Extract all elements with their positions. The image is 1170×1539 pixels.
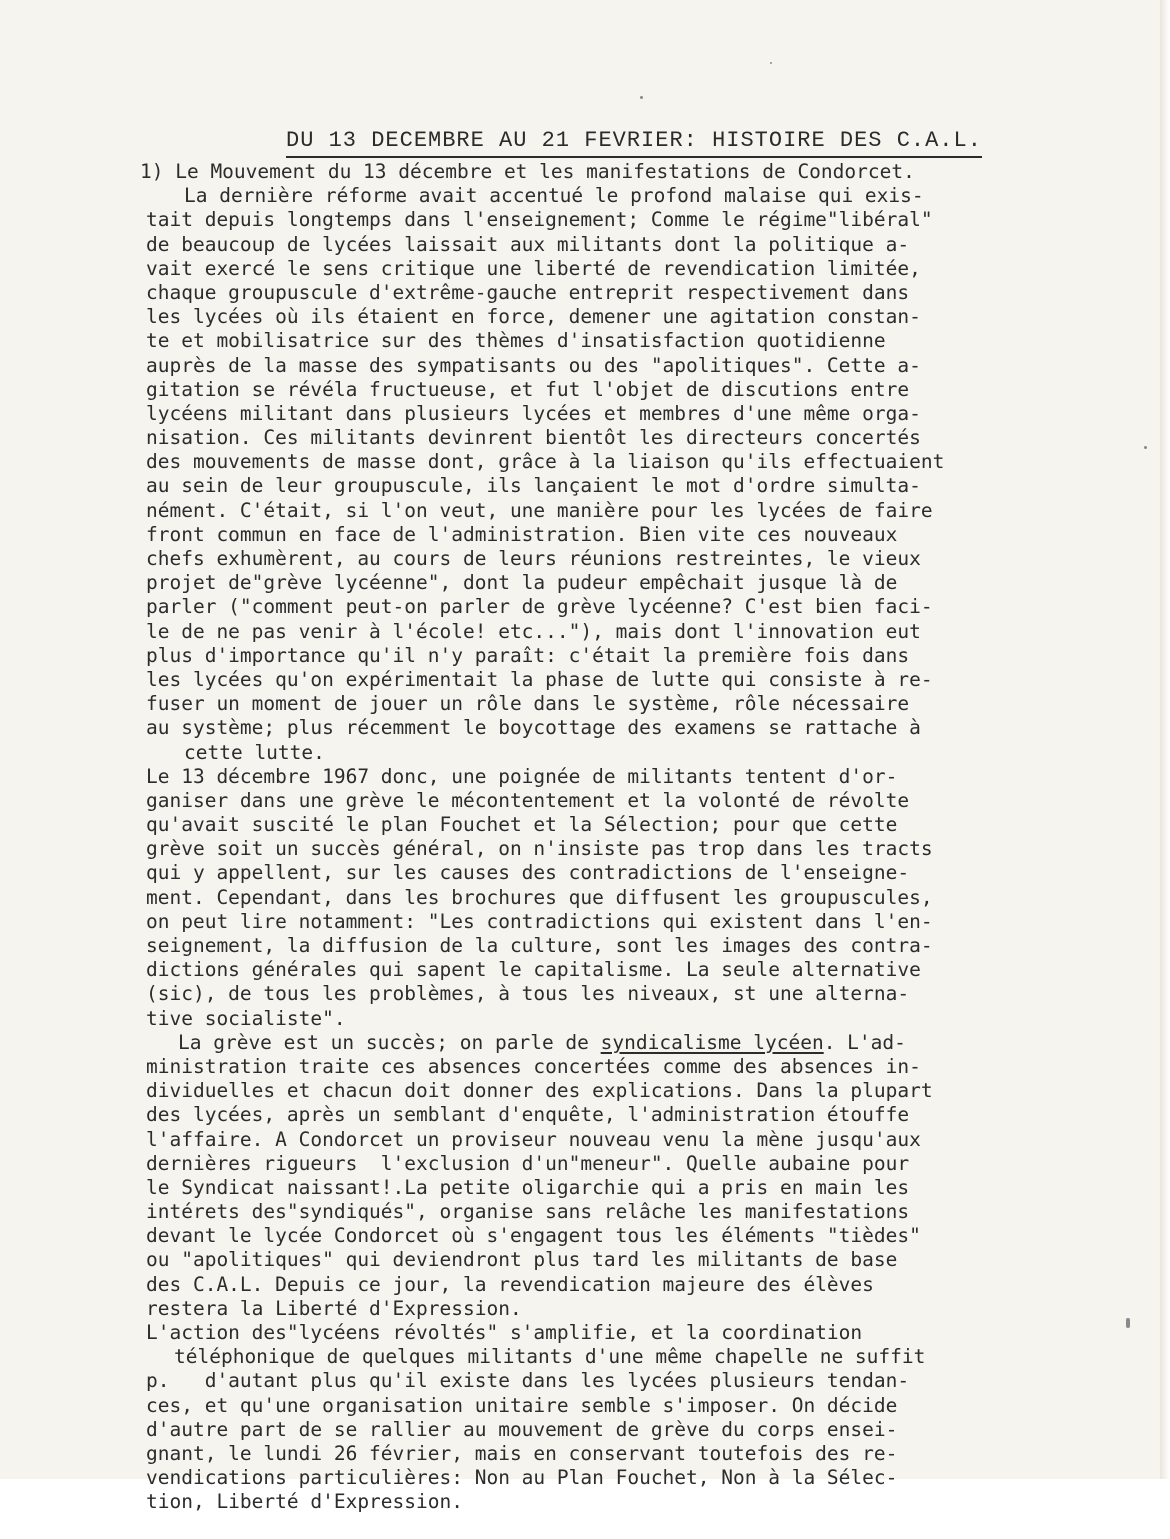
text-line: ces, et qu'une organisation unitaire semble s'imposer. On décide	[146, 1393, 898, 1417]
text-line: au sein de leur groupuscule, ils lançaient le mot d'ordre simulta-	[146, 474, 921, 498]
text-line: lycéens militant dans plusieurs lycées et membres d'une même orga-	[146, 401, 921, 425]
text-line: dictions générales qui sapent le capitalisme. La seule alternative	[146, 958, 921, 982]
text-line: ment. Cependant, dans les brochures que diffusent les groupuscules,	[146, 885, 933, 909]
text-line: ou "apolitiques" qui deviendront plus tard les militants de base	[146, 1248, 898, 1272]
text-line: ganiser dans une grève le mécontentement et la volonté de révolte	[146, 788, 910, 812]
text-line: fuser un moment de jouer un rôle dans le système, rôle nécessaire	[146, 692, 910, 716]
text-line: te et mobilisatrice sur des thèmes d'insatisfaction quotidienne	[146, 329, 886, 353]
text-line	[146, 1515, 1150, 1539]
text-line: vait exercé le sens critique une liberté de revendication limitée,	[146, 256, 921, 280]
text-line: qui y appellent, sur les causes des contradictions de l'enseigne-	[146, 861, 910, 885]
text-line: tait depuis longtemps dans l'enseignement; Comme le régime"libéral"	[146, 208, 933, 232]
text-line: dividuelles et chacun doit donner des explications. Dans la plupart	[146, 1079, 933, 1103]
text-line: au système; plus récemment le boycottage des examens se rattache à	[146, 716, 921, 740]
text-line: chefs exhumèrent, au cours de leurs réunions restreintes, le vieux	[146, 547, 921, 570]
text-line: La dernière réforme avait accentué le profond malaise qui exis-	[184, 184, 924, 208]
text-line: le de ne pas venir à l'école! etc..."), mais dont l'innovation eut	[146, 619, 921, 643]
text-line: grève soit un succès général, on n'insiste pas trop dans les tracts	[146, 837, 933, 861]
text-line: téléphonique de quelques militants d'une même chapelle ne suffit	[174, 1345, 926, 1369]
text-line: tive socialiste".	[146, 1006, 346, 1030]
text-line: de beaucoup de lycées laissait aux militants dont la politique a-	[146, 232, 910, 256]
text-line: vendications particulières: Non au Plan Fouchet, Non à la Sélec-	[146, 1466, 898, 1490]
text-line: gitation se révéla fructueuse, et fut l'objet de discutions entre	[146, 377, 910, 401]
text-line: les lycées où ils étaient en force, demener une agitation constan-	[146, 305, 921, 329]
text-line: le Syndicat naissant!.La petite oligarchie qui a pris en main les	[146, 1175, 910, 1199]
text-line: des C.A.L. Depuis ce jour, la revendication majeure des élèves	[146, 1272, 874, 1296]
text-line: p. d'autant plus qu'il existe dans les lycées plusieurs tendan-	[146, 1369, 910, 1393]
paper-speck	[1126, 1318, 1130, 1328]
text-line: L'action des"lycéens révoltés" s'amplifie, et la coordination	[146, 1321, 863, 1344]
text-line: nisation. Ces militants devinrent bientôt les directeurs concertés	[146, 426, 921, 450]
text-line: (sic), de tous les problèmes, à tous les niveaux, st une alterna-	[146, 982, 910, 1006]
text-line: nément. C'était, si l'on veut, une manière pour les lycées de faire	[146, 498, 933, 522]
text-line: l'affaire. A Condorcet un proviseur nouveau venu la mène jusqu'aux	[146, 1127, 921, 1151]
text-line: parler ("comment peut-on parler de grève lycéenne? C'est bien faci-	[146, 595, 933, 619]
text-line: projet de"grève lycéenne", dont la pudeur empêchait jusque là de	[146, 571, 898, 595]
text-segment: La grève est un succès; on parle de	[178, 1030, 601, 1054]
text-line: restera la Liberté d'Expression.	[146, 1296, 522, 1320]
document-title: DU 13 DECEMBRE AU 21 FEVRIER: HISTOIRE DES C.A.L.	[286, 128, 982, 158]
text-line: des lycées, après un semblant d'enquête, l'administration étouffe	[146, 1103, 910, 1127]
text-line: front commun en face de l'administration. Bien vite ces nouveaux	[146, 522, 898, 546]
text-line: dernières rigueurs l'exclusion d'un"meneur". Quelle aubaine pour	[146, 1151, 910, 1175]
paper-speck	[640, 96, 643, 99]
text-line: devant le lycée Condorcet où s'engagent tous les éléments "tièdes"	[146, 1224, 921, 1248]
text-line: gnant, le lundi 26 février, mais en conservant toutefois des re-	[146, 1441, 898, 1465]
text-line-with-underline	[178, 1031, 1150, 1055]
underlined-phrase: syndicalisme lycéen	[600, 1030, 824, 1054]
text-line: d'autre part de se rallier au mouvement de grève du corps ensei-	[146, 1417, 898, 1441]
paper-speck	[1144, 446, 1147, 449]
text-line: seignement, la diffusion de la culture, sont les images des contra-	[146, 934, 933, 957]
text-line: des mouvements de masse dont, grâce à la liaison qu'ils effectuaient	[146, 450, 945, 474]
text-line: plus d'importance qu'il n'y paraît: c'était la première fois dans	[146, 643, 910, 667]
text-line: les lycées qu'on expérimentait la phase de lutte qui consiste à re-	[146, 667, 933, 691]
text-segment: . L'ad-	[823, 1030, 906, 1054]
document-body	[140, 160, 1150, 1539]
paper-speck	[770, 62, 772, 64]
text-line: intérets des"syndiqués", organise sans relâche les manifestations	[146, 1200, 910, 1224]
text-line: cette lutte.	[184, 740, 325, 764]
text-line: 1) Le Mouvement du 13 décembre et les manifestations de Condorcet.	[140, 160, 915, 183]
text-line: Le 13 décembre 1967 donc, une poignée de militants tentent d'or-	[146, 764, 898, 788]
text-line: tion, Liberté d'Expression.	[146, 1490, 463, 1514]
text-line: ministration traite ces absences concertées comme des absences in-	[146, 1054, 921, 1078]
text-line: on peut lire notamment: "Les contradictions qui existent dans l'en-	[146, 909, 933, 933]
text-line: chaque groupuscule d'extrême-gauche entreprit respectivement dans	[146, 280, 910, 304]
text-line: auprès de la masse des sympatisants ou des "apolitiques". Cette a-	[146, 353, 921, 377]
page-edge-shadow	[1160, 0, 1170, 1479]
text-line: qu'avait suscité le plan Fouchet et la Sélection; pour que cette	[146, 813, 898, 837]
